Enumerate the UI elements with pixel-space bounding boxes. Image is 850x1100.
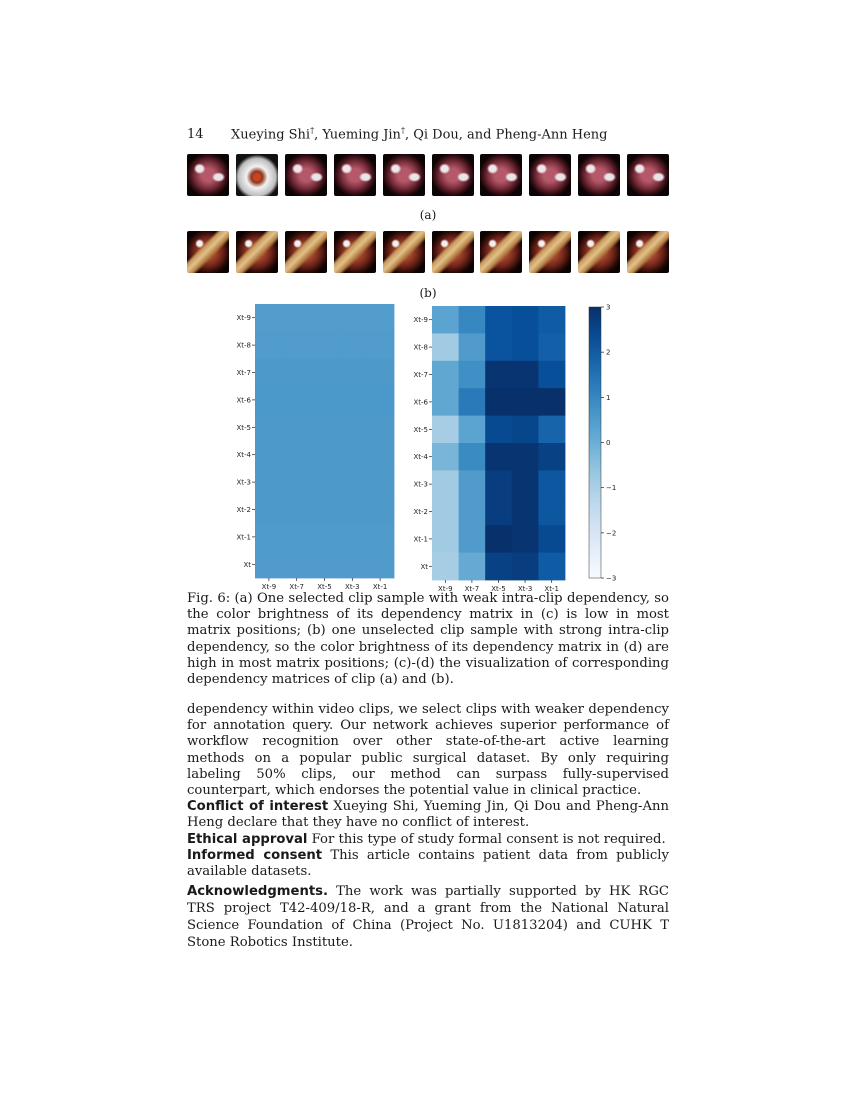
x-tick-label: Xt-7 [289,583,304,591]
heatmap-d-cell [538,416,565,444]
x-tick-label: Xt-1 [544,585,559,592]
heatmap-c-cell [311,414,339,442]
colorbar-tick-label: −1 [606,484,617,493]
x-tick-label: Xt-5 [317,583,332,591]
y-tick-label: Xt-5 [413,425,428,434]
heatmap-d-cell [538,333,565,361]
video-frame-thumbnail [578,154,620,196]
heatmap-c-cell [338,386,366,414]
heatmap-c-cell [311,386,339,414]
heatmap-c-cell [255,441,283,469]
heatmap-c-cell [311,523,339,551]
y-tick-label: Xt-1 [236,533,251,542]
heatmap-c-cell [255,551,283,579]
y-tick-label: Xt-9 [413,316,428,325]
author-1: Xueying Shi [231,127,311,143]
video-frame-thumbnail [627,231,669,273]
y-tick-label: Xt-6 [236,396,251,405]
heatmap-c-cell [338,331,366,359]
heatmap-c-cell [311,496,339,524]
video-frame-thumbnail [285,231,327,273]
video-frame-thumbnail [480,154,522,196]
y-tick-label: Xt [243,560,251,569]
heatmap-c-cell [311,304,339,332]
consent-statement [187,848,669,880]
heatmap-d-cell [512,416,539,444]
conflict-heading: Conflict of interest [187,799,329,815]
video-frame-thumbnail [285,154,327,196]
heatmap-c-cell [366,304,394,332]
colorbar-tick-label: 2 [606,348,611,357]
colorbar-tick-label: 0 [606,439,611,447]
colorbar-tick-label: −3 [606,574,617,583]
heatmap-d-cell [538,388,565,416]
dependency-matrix-figure [225,300,625,592]
heatmap-c-cell [255,414,283,442]
heatmap-c-cell [338,523,366,551]
heatmap-c-cell [366,359,394,387]
author-2-mark: † [400,126,405,135]
heatmap-d-cell [538,525,565,553]
heatmap-c-cell [255,331,283,359]
x-tick-label: Xt-9 [261,583,277,591]
heatmap-d-cell [459,553,486,581]
heatmap-d-cell [459,443,486,471]
heatmap-d-cell [485,498,512,526]
video-frame-thumbnail [432,154,474,196]
y-tick-label: Xt-8 [236,341,251,350]
ethical-text: For this type of study formal consent is not required. [307,831,666,847]
ack-heading: Acknowledgments. [187,884,329,899]
heatmap-c-cell [366,523,394,551]
heatmap-c-cell [255,386,283,414]
heatmap-d-cell [538,498,565,526]
heatmap-d-cell [485,333,512,361]
heatmap-d-cell [432,333,459,361]
colorbar-tick-label: 3 [606,303,611,312]
heatmap-c-cell [283,414,311,442]
heatmap-d-cell [432,443,459,471]
x-tick-label: Xt-7 [464,585,480,592]
heatmap-d-cell [485,416,512,444]
heatmap-d-cell [485,525,512,553]
heatmap-c-cell [338,359,366,387]
heatmap-c-cell [338,441,366,469]
heatmap-d-cell [512,498,539,526]
y-tick-label: Xt-4 [236,451,251,460]
heatmap-d-cell [459,361,486,389]
video-frame-thumbnail [432,231,474,273]
heatmap-c-cell [338,414,366,442]
heatmap-c-cell [311,551,339,579]
y-tick-label: Xt-4 [413,453,428,462]
subfigure-label-a: (a) [419,208,437,222]
heatmap-c-cell [366,441,394,469]
video-frame-thumbnail [334,154,376,196]
y-tick-label: Xt-2 [236,506,251,514]
x-tick-label: Xt-5 [491,585,506,592]
y-tick-label: Xt-8 [413,343,428,352]
heatmap-d-cell [459,498,486,526]
heatmap-d-cell [459,388,486,416]
heatmap-c-cell [338,304,366,332]
heatmap-d-cell [485,553,512,581]
heatmap-d-cell [485,306,512,334]
video-frame-thumbnail [236,231,278,273]
heatmap-c-cell [366,414,394,442]
heatmap-d-cell [432,470,459,498]
conclusion-paragraph [187,702,669,880]
author-2: Yueming Jin [322,127,401,143]
y-tick-label: Xt-7 [236,369,251,377]
heatmap-c-cell [283,523,311,551]
heatmap-c-cell [338,551,366,579]
video-frame-thumbnail [383,231,425,273]
video-frame-thumbnail [383,154,425,196]
heatmap-d-cell [512,388,539,416]
page-number: 14 [187,127,204,143]
heatmap-d-cell [512,470,539,498]
clip-a-frame-strip [187,154,669,196]
heatmap-c-cell [255,523,283,551]
acknowledgments [187,883,669,951]
heatmap-c-cell [283,441,311,469]
heatmap-d-cell [512,443,539,471]
heatmap-d-cell [459,525,486,553]
heatmap-c-cell [338,496,366,524]
heatmap-d-cell [512,333,539,361]
video-frame-thumbnail [187,231,229,273]
heatmap-d-cell [512,553,539,581]
heatmap-d-cell [432,388,459,416]
video-frame-thumbnail [480,231,522,273]
heatmap-c-cell [366,331,394,359]
author-separator: , [404,127,414,143]
heatmap-d-cell [432,525,459,553]
running-header [187,126,669,142]
y-tick-label: Xt-9 [236,314,251,323]
heatmap-c-cell [366,468,394,496]
colorbar-tick-label: −2 [606,529,617,538]
heatmap-d-cell [485,388,512,416]
heatmap-d-cell [512,361,539,389]
ack-text: The work was partially supported by HK RGC TRS project T42-409/18-R, and a grant from the National Natural Science Foundation of China (Project No. U1813204) and CUHK T Stone Robotics Institute. [187,884,669,950]
heatmap-d-cell [432,361,459,389]
heatmap-c-cell [366,551,394,579]
conclusion-text: dependency within video clips, we select clips with weaker dependency for annotation query. Our network achieves superior performance of workflow recognition over other state-of-the-art active learning methods on a popular public surgical dataset. By only requiring labeling 50% clips, our method can surpass fully-supervised counterpart, which endorses the potential value in clinical practice. [187,702,669,799]
heatmap-c-cell [311,331,339,359]
author-3: Qi Dou, and Pheng-Ann Heng [413,127,608,143]
clip-b-frame-strip [187,231,669,273]
heatmap-d-cell [432,416,459,444]
x-tick-label: Xt-1 [372,583,388,591]
heatmap-d-cell [512,525,539,553]
heatmap-c-cell [255,468,283,496]
ethical-statement [187,832,669,848]
heatmap-c-cell [366,496,394,524]
ethical-heading: Ethical approval [187,831,308,847]
heatmap-c-cell [283,551,311,579]
heatmap-d-cell [432,306,459,334]
heatmap-d-cell [485,443,512,471]
y-tick-label: Xt-3 [236,478,251,487]
y-tick-label: Xt-1 [413,535,428,544]
heatmap-c-cell [255,359,283,387]
heatmap-c-cell [283,359,311,387]
heatmap-c-cell [311,468,339,496]
consent-text: This article contains patient data from publicly available datasets. [187,847,669,880]
y-tick-label: Xt-7 [413,371,428,379]
y-tick-label: Xt-2 [413,508,428,516]
heatmap-c-cell [283,304,311,332]
subfigure-label-b: (b) [419,286,437,300]
heatmap-c-cell [283,331,311,359]
y-tick-label: Xt-6 [413,398,428,407]
heatmap-d-cell [538,553,565,581]
author-1-mark: † [310,126,315,135]
y-tick-label: Xt-3 [413,480,428,489]
heatmap-c-cell [283,386,311,414]
video-frame-thumbnail [578,231,620,273]
heatmap-c-cell [311,359,339,387]
y-tick-label: Xt [420,562,428,571]
heatmap-d-cell [459,470,486,498]
heatmap-d-cell [538,470,565,498]
heatmap-c-cell [338,468,366,496]
heatmap-d-cell [459,416,486,444]
author-separator: , [314,127,323,143]
heatmap-c-cell [283,468,311,496]
figure-caption: Fig. 6: (a) One selected clip sample with weak intra-clip dependency, so the color brightness of its dependency matrix in (c) is low in most matrix positions; (b) one unselected clip sample with strong intra-clip dependency, so the color brightness of its dependency matrix in (d) are high in most matrix positions; (c)-(d) the visualization of corresponding dependency matrices of clip (a) and (b). [187,591,669,688]
heatmap-d-cell [538,306,565,334]
video-frame-thumbnail [236,154,278,196]
heatmap-d-cell [459,306,486,334]
colorbar [589,307,601,578]
conflict-text: Xueying Shi, Yueming Jin, Qi Dou and Pheng-Ann Heng declare that they have no conflict of interest. [187,799,670,831]
video-frame-thumbnail [529,231,571,273]
video-frame-thumbnail [529,154,571,196]
x-tick-label: Xt-9 [438,585,453,592]
heatmap-d-cell [432,498,459,526]
heatmap-d-cell [485,361,512,389]
heatmap-d-cell [485,470,512,498]
video-frame-thumbnail [627,154,669,196]
heatmap-d-cell [512,306,539,334]
video-frame-thumbnail [187,154,229,196]
heatmap-c-cell [255,496,283,524]
heatmap-c-cell [255,304,283,332]
heatmap-d-cell [538,361,565,389]
heatmap-c-cell [283,496,311,524]
heatmap-d-cell [538,443,565,471]
heatmap-d-cell [459,333,486,361]
consent-heading: Informed consent [187,847,323,863]
x-tick-label: Xt-3 [345,583,360,591]
heatmap-c-cell [366,386,394,414]
x-tick-label: Xt-3 [517,585,533,592]
heatmap-c-cell [311,441,339,469]
y-tick-label: Xt-5 [236,423,251,432]
video-frame-thumbnail [334,231,376,273]
conflict-statement [187,799,669,831]
heatmap-d-cell [432,553,459,581]
colorbar-tick-label: 1 [606,393,611,402]
